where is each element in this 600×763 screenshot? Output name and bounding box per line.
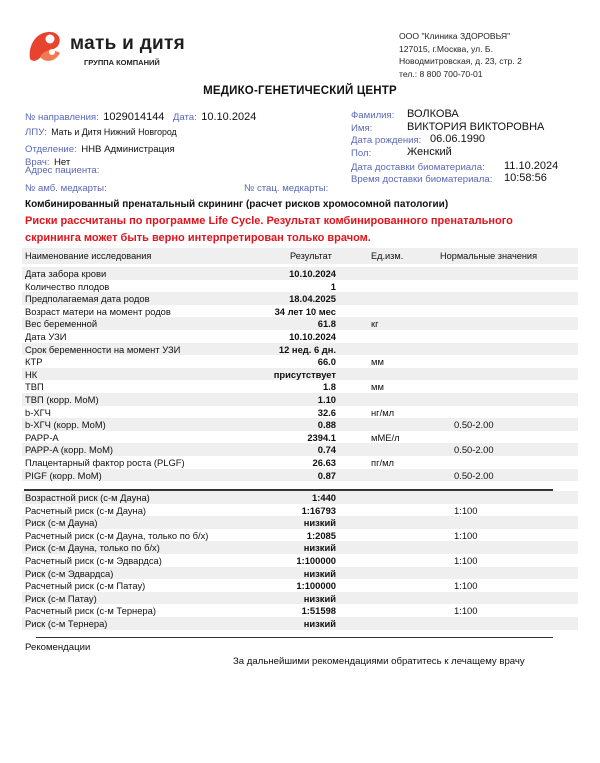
logo-group: ГРУППА КОМПАНИЙ <box>84 58 160 67</box>
lpu-label: ЛПУ: <box>25 127 47 138</box>
row-norm: 0.50-2.00 <box>454 469 494 481</box>
row-norm: 0.50-2.00 <box>454 444 494 456</box>
row-norm: 1:100 <box>454 580 478 592</box>
row-name: Количество плодов <box>25 280 110 292</box>
row-result: низкий <box>303 517 336 529</box>
logo <box>26 27 186 71</box>
patient-address-label: Адрес пациента: <box>25 165 100 176</box>
table-row <box>0 568 600 581</box>
referral-date: 10.10.2024 <box>201 111 257 123</box>
row-norm: 1:100 <box>454 555 478 566</box>
dob-value: 06.06.1990 <box>430 133 486 145</box>
row-unit: мм <box>371 356 384 368</box>
address-line: ООО "Клиника ЗДОРОВЬЯ" <box>399 31 511 41</box>
row-result: 26.63 <box>312 457 336 468</box>
row-result: 1:16793 <box>301 504 336 516</box>
row-name: Расчетный риск (с-м Дауна) <box>25 504 147 516</box>
table-row <box>0 618 600 631</box>
col-header-norm: Нормальные значения <box>440 251 538 261</box>
row-unit: пг/мл <box>371 457 395 468</box>
screening-title: Комбинированный пренатальный скрининг (расчет рисков хромосомной патологии) <box>25 199 449 210</box>
table-row <box>0 419 600 432</box>
row-result: 1.8 <box>322 381 336 393</box>
row-unit: нг/мл <box>371 406 395 418</box>
delivery-date-value: 11.10.2024 <box>504 160 559 172</box>
row-name: НК <box>25 368 38 380</box>
row-result: присутствует <box>273 368 336 380</box>
col-header-name: Наименование исследования <box>25 251 152 261</box>
address-line: 127015, г.Москва, ул. Б. <box>399 43 493 54</box>
row-name: Срок беременности на момент УЗИ <box>25 343 181 355</box>
row-name: Плацентарный фактор роста (PLGF) <box>25 457 185 468</box>
table-row <box>0 293 600 306</box>
dob-label: Дата рождения: <box>351 135 422 146</box>
recommendations-label: Рекомендации <box>25 642 91 653</box>
delivery-time-label: Время доставки биоматериала: <box>351 174 493 185</box>
row-result: 1:100000 <box>296 555 336 566</box>
table-row <box>0 394 600 407</box>
delivery-date-label: Дата доставки биоматериала: <box>351 162 485 173</box>
row-result: 32.6 <box>317 406 336 418</box>
row-name: Риск (с-м Патау) <box>25 592 97 604</box>
page-title: МЕДИКО-ГЕНЕТИЧЕСКИЙ ЦЕНТР <box>203 85 397 97</box>
row-name: Расчетный риск (с-м Тернера) <box>25 605 156 617</box>
row-result: 1 <box>330 280 336 292</box>
row-result: 10.10.2024 <box>289 268 336 279</box>
doctor-label: Врач: <box>25 157 50 168</box>
address-line: тел.: 8 800 700-70-01 <box>399 68 483 79</box>
row-name: Риск (с-м Дауна) <box>25 517 98 529</box>
row-result: 0.74 <box>317 444 336 456</box>
row-name: Возраст матери на момент родов <box>25 305 171 317</box>
row-name: Вес беременной <box>25 318 98 330</box>
table-row <box>0 318 600 331</box>
row-name: ТВП <box>25 381 44 393</box>
warning-line-1: Риски рассчитаны по программе Life Cycle. Результат комбинированного пренатального <box>25 215 513 227</box>
row-unit: мМЕ/л <box>371 431 400 443</box>
department-label: Отделение: <box>25 144 77 155</box>
row-result: 34 лет 10 мес <box>274 305 336 317</box>
row-name: Риск (с-м Эдвардса) <box>25 567 114 579</box>
table-row <box>0 444 600 457</box>
row-norm: 1:100 <box>454 504 478 516</box>
row-name: PAPP-A <box>25 431 59 443</box>
row-name: ТВП (корр. МоМ) <box>25 394 99 405</box>
row-result: 66.0 <box>317 356 336 368</box>
referral-number-label: № направления: <box>25 112 99 123</box>
row-result: 1:2085 <box>306 529 336 541</box>
row-result: низкий <box>303 592 336 604</box>
lpu-value: Мать и Дитя Нижний Новгород <box>51 127 177 137</box>
mother-child-logo-icon <box>26 27 66 67</box>
row-result: 1:51598 <box>301 605 336 617</box>
clinic-address <box>399 30 522 80</box>
row-name: PAPP-A (корр. МоМ) <box>25 444 114 456</box>
surname-label: Фамилия: <box>351 110 395 121</box>
row-result: 61.8 <box>317 318 336 330</box>
logo-brand: мать и дитя <box>70 33 186 54</box>
row-result: 0.88 <box>317 419 336 431</box>
row-result: 1:100000 <box>296 580 336 592</box>
row-result: низкий <box>303 618 336 629</box>
row-norm: 0.50-2.00 <box>454 419 494 431</box>
row-unit: кг <box>371 318 379 330</box>
row-name: Предполагаемая дата родов <box>25 293 150 305</box>
row-name: Дата забора крови <box>25 268 107 279</box>
recommendations-text: За дальнейшими рекомендациями обратитесь к лечащему врачу <box>233 656 525 667</box>
doctor-value: Нет <box>53 157 71 168</box>
row-name: PIGF (корр. МоМ) <box>25 469 102 481</box>
row-name: КТР <box>25 356 43 368</box>
row-name: Расчетный риск (с-м Патау) <box>25 580 146 592</box>
row-result: 2394.1 <box>307 431 336 443</box>
table-row <box>0 492 600 505</box>
col-header-result: Результат <box>290 251 332 261</box>
row-name: Дата УЗИ <box>25 331 67 342</box>
row-result: низкий <box>303 542 336 554</box>
row-unit: мм <box>371 381 384 393</box>
row-result: 1.10 <box>317 394 336 405</box>
row-name: Риск (с-м Дауна, только по б/х) <box>25 542 160 554</box>
sex-value: Женский <box>407 146 452 158</box>
address-line: Новодмитровская, д. 23, стр. 2 <box>399 56 522 66</box>
row-result: низкий <box>303 567 336 579</box>
row-result: 10.10.2024 <box>289 331 336 342</box>
table-row <box>0 593 600 606</box>
row-name: b-ХГЧ (корр. МоМ) <box>25 419 106 431</box>
row-name: Расчетный риск (с-м Эдвардса) <box>25 555 162 566</box>
name-value: ВИКТОРИЯ ВИКТОРОВНА <box>407 121 545 133</box>
row-name: Расчетный риск (с-м Дауна, только по б/х) <box>25 529 209 541</box>
row-result: 18.04.2025 <box>289 293 336 305</box>
surname-value: ВОЛКОВА <box>407 108 459 120</box>
referral-date-label: Дата: <box>172 112 197 123</box>
department-value: ННВ Администрация <box>81 144 175 155</box>
table-row <box>0 542 600 555</box>
row-norm: 1:100 <box>454 605 478 617</box>
row-name: b-ХГЧ <box>25 406 51 418</box>
table-row <box>0 470 600 483</box>
name-label: Имя: <box>351 123 373 134</box>
sex-label: Пол: <box>351 148 372 159</box>
row-name: Возрастной риск (с-м Дауна) <box>25 492 150 503</box>
lpu-row <box>25 122 177 140</box>
delivery-time-value: 10:58:56 <box>504 172 547 184</box>
table-row <box>0 268 600 281</box>
col-header-unit: Ед.изм. <box>371 251 404 261</box>
warning-line-2: скрининга может быть верно интерпретирован только врачом. <box>25 232 371 244</box>
table-row <box>0 517 600 530</box>
row-name: Риск (с-м Тернера) <box>25 618 108 629</box>
row-result: 0.87 <box>317 469 336 481</box>
amb-card-label: № амб. медкарты: <box>25 183 107 194</box>
table-row <box>0 369 600 382</box>
risks-divider <box>36 637 553 638</box>
row-norm: 1:100 <box>454 529 478 541</box>
row-result: 1:440 <box>312 492 336 503</box>
table-row <box>0 344 600 357</box>
stat-card-label: № стац. медкарты: <box>244 183 329 194</box>
referral-number: 1029014144 <box>103 111 165 123</box>
row-result: 12 нед. 6 дн. <box>278 343 336 355</box>
